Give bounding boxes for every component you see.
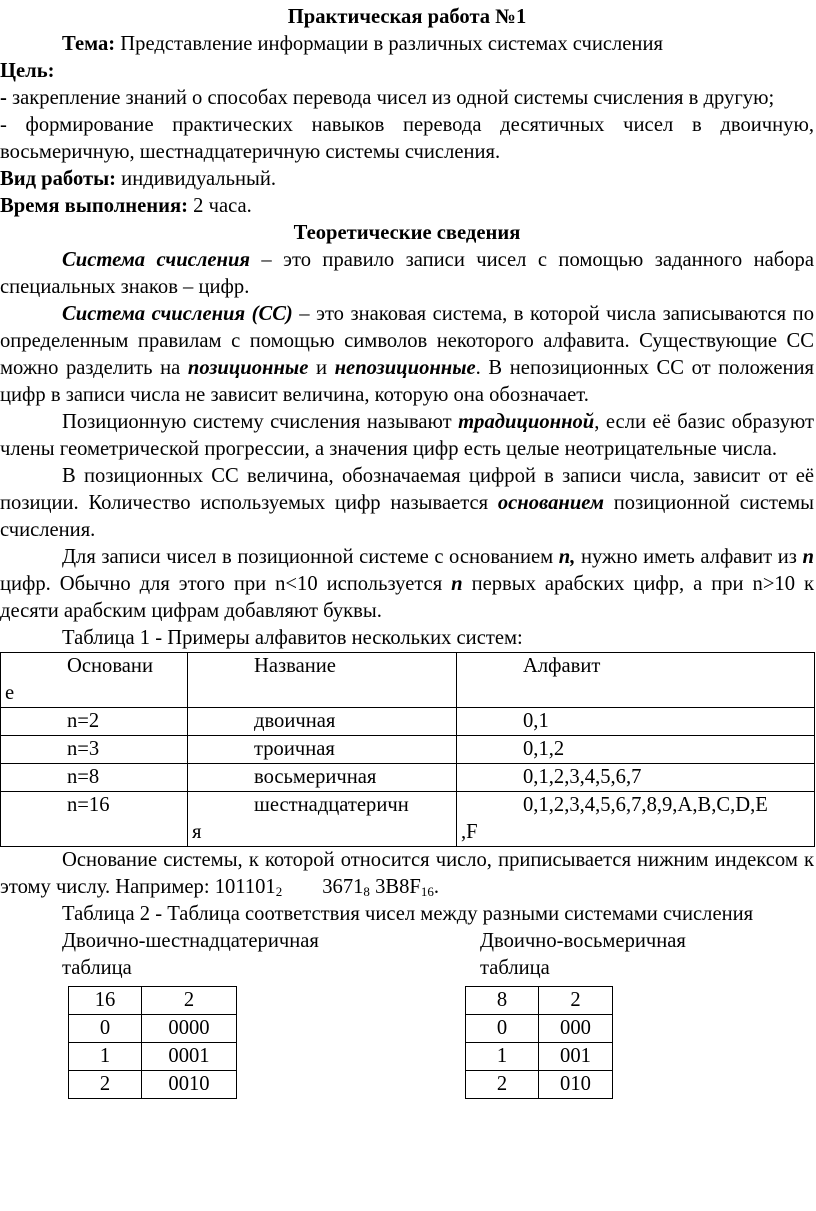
subscript-16: 16 [420, 884, 434, 899]
goal-label: Цель: [0, 60, 55, 82]
header-cell: 2 [539, 987, 613, 1015]
header-base-cell [1, 653, 188, 708]
paragraph-3 [0, 409, 814, 463]
term-number-system: Система счисления [62, 249, 251, 271]
name-cell [188, 736, 457, 764]
paragraph-4-text: позиционной системы счисления. [0, 492, 815, 541]
work-type-line [0, 166, 814, 193]
alphabet-cell [457, 708, 815, 736]
octal-binary-block [480, 928, 780, 1099]
table-1-caption: Таблица 1 - Примеры алфавитов нескольких систем: [62, 627, 523, 649]
table-cell: 0001 [142, 1043, 237, 1071]
time-line [0, 193, 814, 220]
paragraph-4-text: В позиционных СС величина, обозначаемая цифрой в записи числа, зависит от её позиции. Количество используемых цифр называется [0, 465, 814, 514]
name-cell [188, 792, 457, 847]
table-header-row [1, 653, 815, 708]
paragraph-5 [0, 544, 814, 625]
paragraph-1 [0, 247, 814, 301]
alphabet-text: 0,1 [523, 710, 549, 732]
header-alphabet-text: Алфавит [523, 655, 601, 677]
table-cell: 2 [69, 1071, 142, 1099]
header-cell: 8 [466, 987, 539, 1015]
paragraph-5-text: цифр. Обычно для этого при n<10 используется [0, 573, 452, 595]
table-row [1, 708, 815, 736]
table-row [1, 764, 815, 792]
paragraph-2-text: и [308, 357, 335, 379]
term-base: основанием [497, 492, 605, 514]
header-name-cell [188, 653, 457, 708]
alphabet-cell [457, 764, 815, 792]
table-cell: 010 [539, 1071, 613, 1099]
topic-line [0, 31, 814, 58]
paragraph-2-text: – это знаковая система, в которой числа записываются по определенным правилам с помощью символов некоторого алфавита. Существующие СС можно разделить на [0, 303, 814, 379]
name-text: восьмеричная [254, 766, 377, 788]
hex-table-title-line2: таблица [62, 957, 132, 979]
table-row [466, 1015, 613, 1043]
theory-heading: Теоретические сведения [293, 222, 521, 244]
alphabet-text: 0,1,2 [523, 738, 565, 760]
paragraph-1-text: – это правило записи чисел с помощью заданного набора специальных знаков – цифр. [0, 249, 814, 298]
subscript-2: 2 [275, 884, 283, 899]
example-number-hex: 3B8F [375, 876, 421, 898]
base-cell [1, 736, 188, 764]
table-row [69, 1043, 237, 1071]
table-cell: 1 [69, 1043, 142, 1071]
base-cell [1, 764, 188, 792]
base-text: n=2 [67, 710, 100, 732]
paragraph-3-text: Позиционную систему счисления называют [62, 411, 459, 433]
topic-text: Представление информации в различных системах счисления [115, 33, 663, 55]
name-text: шестнадцатеричн [254, 794, 409, 816]
alphabet-text-wrap: ,F [461, 821, 478, 843]
paragraph-4 [0, 463, 814, 544]
paragraph-6-end: . [433, 876, 440, 898]
table-row [466, 1071, 613, 1099]
goal-dash: - [0, 87, 7, 109]
header-name-text: Название [254, 655, 336, 677]
paragraph-6-text: Основание системы, к которой относится число, приписывается нижним индексом к этому числу. Например: [0, 849, 814, 898]
table-cell: 1 [466, 1043, 539, 1071]
name-text: двоичная [254, 710, 336, 732]
term-non-positional: непозиционные [334, 357, 476, 379]
header-cell: 16 [69, 987, 142, 1015]
header-alphabet-cell [457, 653, 815, 708]
example-number-binary: 101101 [214, 876, 276, 898]
hex-binary-block [62, 928, 442, 1099]
time-label: Время выполнения: [0, 195, 189, 217]
table-cell: 2 [466, 1071, 539, 1099]
hex-binary-table [68, 986, 237, 1099]
paragraph-5-text: первых арабских цифр, а при n>10 к десяти арабским цифрам добавляют буквы. [0, 573, 814, 622]
paragraph-5-text: Для записи чисел в позиционной системе с основанием [62, 546, 559, 568]
name-text-wrap: я [192, 821, 202, 843]
table-cell: 0010 [142, 1071, 237, 1099]
table-cell: 001 [539, 1043, 613, 1071]
oct-table-title-line2: таблица [480, 957, 550, 979]
conversion-tables [0, 928, 814, 1093]
oct-table-title: Двоично-восьмеричная [480, 930, 686, 952]
term-n: n [451, 573, 463, 595]
header-cell: 2 [142, 987, 237, 1015]
name-text: троичная [254, 738, 335, 760]
table-cell: 0 [466, 1015, 539, 1043]
topic-label: Тема: [62, 33, 116, 55]
example-number-octal: 3671 [322, 876, 364, 898]
page-title: Практическая работа №1 [287, 6, 527, 28]
paragraph-3-text: , если её базис образуют члены геометрической прогрессии, а значения цифр есть целые неотрицательные числа. [0, 411, 814, 460]
table-header-row [466, 987, 613, 1015]
paragraph-2 [0, 301, 814, 409]
table-row [1, 736, 815, 764]
table-row [1, 792, 815, 847]
paragraph-5-text: нужно иметь алфавит из [575, 546, 803, 568]
name-cell [188, 764, 457, 792]
subscript-8: 8 [363, 884, 370, 899]
work-type-text: индивидуальный. [116, 168, 276, 190]
base-text: n=8 [67, 766, 100, 788]
term-n: n [802, 546, 815, 568]
term-number-system-ss: Система счисления (СС) [62, 303, 293, 325]
base-cell [1, 792, 188, 847]
term-n: n, [558, 546, 576, 568]
goal-item-text: закрепление знаний о способах перевода чисел из одной системы счисления в другую; [6, 87, 775, 109]
alphabet-table [0, 652, 815, 847]
table-row [466, 1043, 613, 1071]
alphabet-cell [457, 792, 815, 847]
time-text: 2 часа. [188, 195, 252, 217]
header-base-text: Основани [67, 655, 153, 677]
table-cell: 0 [69, 1015, 142, 1043]
table-row [69, 1071, 237, 1099]
base-text: n=16 [67, 794, 110, 816]
paragraph-6 [0, 847, 814, 901]
table-header-row [69, 987, 237, 1015]
table-2-caption: Таблица 2 - Таблица соответствия чисел между разными системами счисления [62, 903, 754, 925]
table-row [69, 1015, 237, 1043]
goal-item-1 [0, 85, 814, 112]
table-cell: 000 [539, 1015, 613, 1043]
goal-item-2: - формирование практических навыков перевода десятичных чисел в двоичную, восьмеричную, шестнадцатеричную системы счисления. [0, 114, 814, 163]
base-text: n=3 [67, 738, 100, 760]
alphabet-cell [457, 736, 815, 764]
alphabet-text: 0,1,2,3,4,5,6,7 [523, 766, 642, 788]
term-positional: позиционные [187, 357, 309, 379]
term-traditional: традиционной [458, 411, 595, 433]
table-cell: 0000 [142, 1015, 237, 1043]
document-page [0, 4, 814, 1093]
paragraph-2-text: . В непозиционных СС от положения цифр в записи числа не зависит величина, которую она обозначает. [0, 357, 814, 406]
alphabet-text: 0,1,2,3,4,5,6,7,8,9,A,B,C,D,E [523, 794, 768, 816]
work-type-label: Вид работы: [0, 168, 117, 190]
header-base-wrap: е [5, 682, 15, 704]
hex-table-title: Двоично-шестнадцатеричная [62, 930, 319, 952]
base-cell [1, 708, 188, 736]
octal-binary-table [465, 986, 613, 1099]
name-cell [188, 708, 457, 736]
